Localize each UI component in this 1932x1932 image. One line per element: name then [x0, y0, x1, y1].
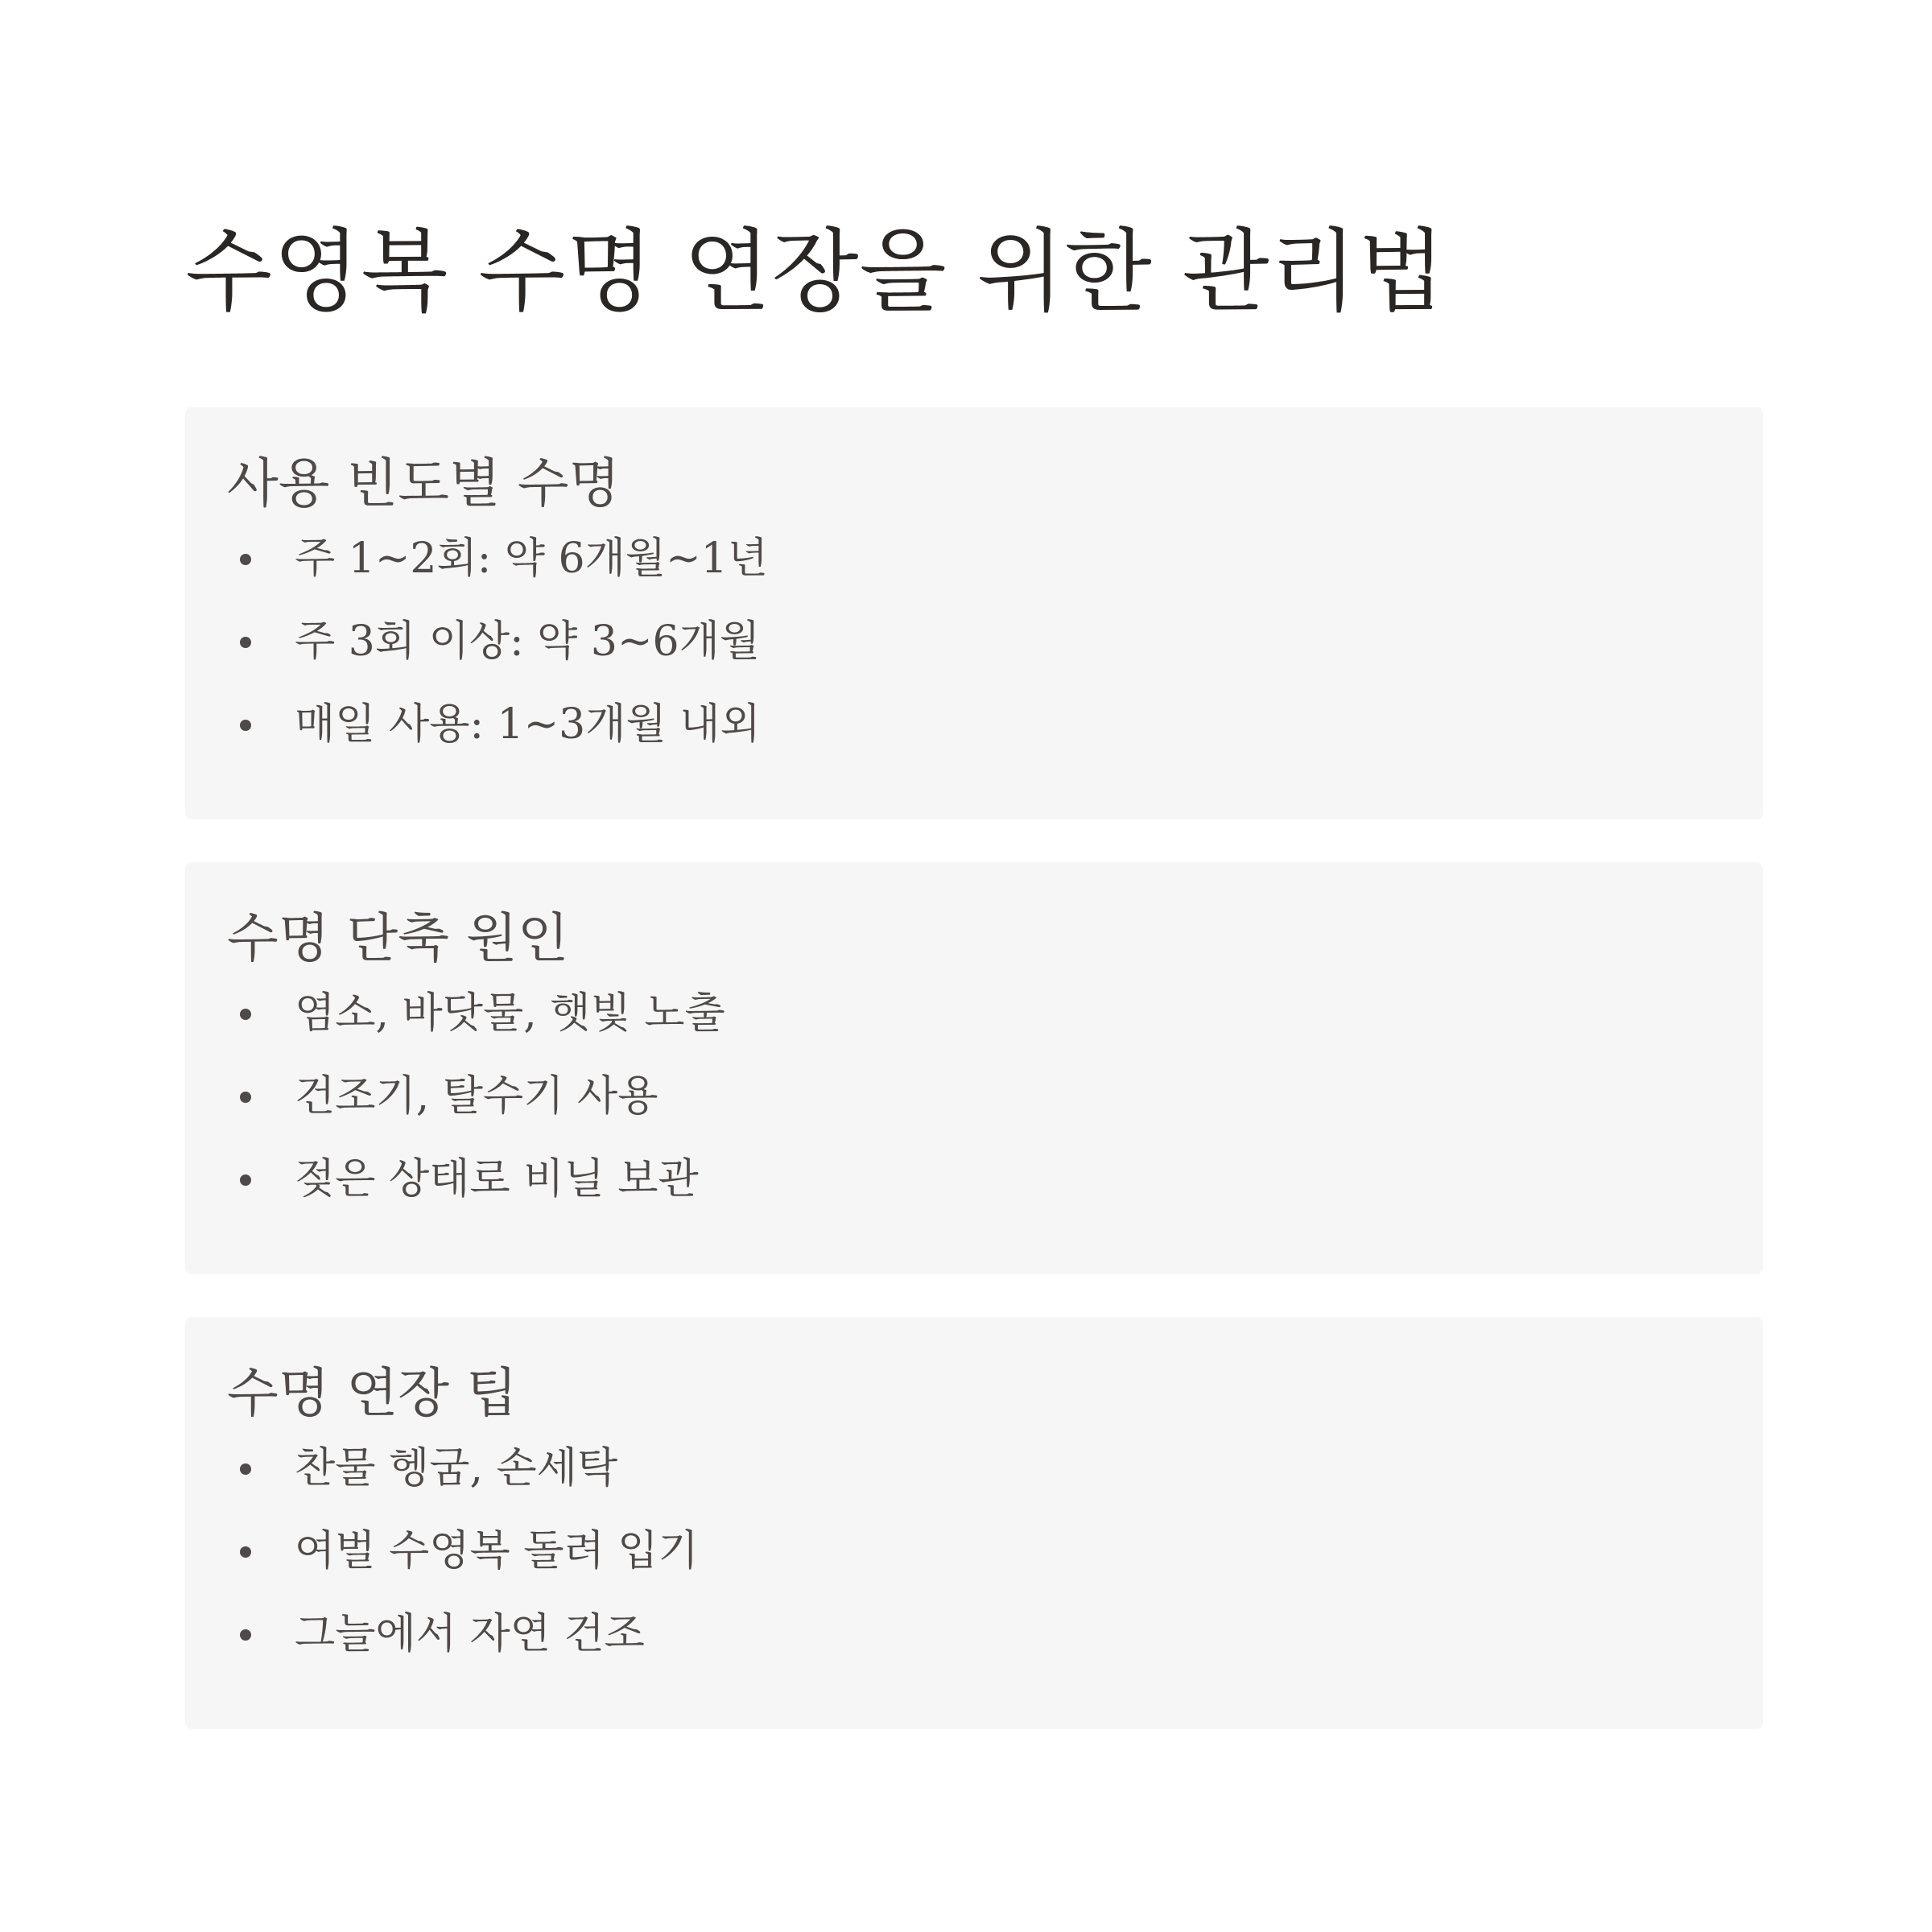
list-item [185, 1436, 699, 1519]
list-item-text: 염소, 바닷물, 햇빛 노출 [295, 989, 725, 1038]
section-heading: 사용 빈도별 수명 [227, 452, 621, 514]
bullet-icon [240, 1009, 251, 1020]
bullet-list [185, 1436, 699, 1685]
page-title: 수영복 수명 연장을 위한 관리법 [185, 220, 1446, 324]
list-item [185, 692, 768, 775]
list-item [185, 1602, 699, 1685]
section-heading: 수명 단축 원인 [227, 907, 569, 969]
list-item [185, 526, 768, 609]
list-item-text: 여벌 수영복 돌려 입기 [295, 1527, 699, 1575]
list-item [185, 1519, 699, 1602]
bullet-list [185, 526, 768, 775]
list-item-text: 그늘에서 자연 건조 [295, 1610, 645, 1658]
list-item-text: 주 1~2회: 약 6개월~1년 [295, 535, 768, 583]
section-card-usage-frequency [185, 407, 1763, 819]
list-item [185, 1064, 725, 1147]
section-heading: 수명 연장 팁 [227, 1362, 518, 1424]
bullet-icon [240, 1092, 251, 1103]
list-item [185, 981, 725, 1064]
bullet-icon [240, 637, 251, 648]
bullet-list [185, 981, 725, 1230]
list-item-text: 젖은 상태로 비닐 보관 [295, 1155, 699, 1203]
bullet-icon [240, 1629, 251, 1641]
list-item-text: 찬물 헹굼, 손세탁 [295, 1444, 618, 1492]
section-card-shortening-causes [185, 862, 1763, 1274]
list-item [185, 609, 768, 692]
bullet-icon [240, 554, 251, 565]
list-item-text: 매일 사용: 1~3개월 내외 [295, 700, 761, 749]
list-item-text: 건조기, 탈수기 사용 [295, 1072, 658, 1121]
section-card-extension-tips [185, 1317, 1763, 1729]
bullet-icon [240, 720, 251, 731]
list-item-text: 주 3회 이상: 약 3~6개월 [295, 617, 761, 666]
bullet-icon [240, 1174, 251, 1186]
bullet-icon [240, 1463, 251, 1475]
list-item [185, 1147, 725, 1230]
bullet-icon [240, 1546, 251, 1558]
